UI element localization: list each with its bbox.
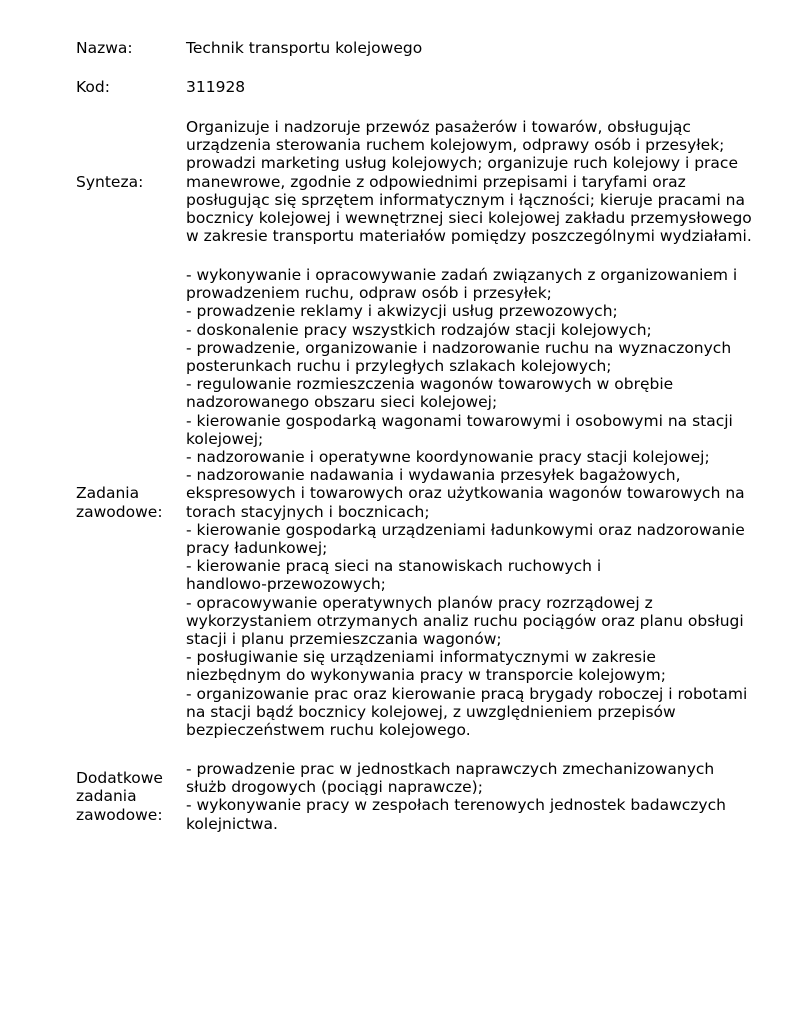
- code-label: Kod:: [76, 78, 110, 96]
- zadania-label: Zadania zawodowe:: [76, 484, 163, 521]
- name-label: Nazwa:: [76, 39, 133, 57]
- dodatkowe-row: [76, 760, 766, 833]
- name-value: Technik transportu kolejowego: [186, 39, 423, 57]
- synteza-row: [76, 118, 766, 245]
- zadania-text: - wykonywanie i opracowywanie zadań związanych z organizowaniem i prowadzeniem ruchu, odpraw osób i przesyłek; - prowadzenie reklamy i akwizycji usług przewozowych; - doskonalenie pracy wszystkich rodzajów stacji kolejowych; - prowadzenie, organizowanie i nadzorowanie ruchu na wyznaczonych posterunkach ruchu i przyległych szlakach kolejowych; - regulowanie rozmieszczenia wagonów towarowych w obrębie nadzorowanego obszaru sieci kolejowej; - kierowanie gospodarką wagonami towarowymi i osobowymi na stacji kolejowej; - nadzorowanie i operatywne koordynowanie pracy stacji kolejowej; - nadzorowanie nadawania i wydawania przesyłek bagażowych, ekspresowych i towarowych oraz użytkowania wagonów towarowych na torach stacyjnych i bocznicach; - kierowanie gospodarką urządzeniami ładunkowymi oraz nadzorowanie pracy ładunkowej; - kierowanie pracą sieci na stanowiskach ruchowych i handlowo-przewozowych; - opracowywanie operatywnych planów pracy rozrządowej z wykorzystaniem otrzymanych analiz ruchu pociągów oraz planu obsługi stacji i planu przemieszczania wagonów; - posługiwanie się urządzeniami informatycznymi w zakresie niezbędnym do wykonywania pracy w transporcie kolejowym; - organizowanie prac oraz kierowanie pracą brygady roboczej i robotami na stacji bądź bocznicy kolejowej, z uwzględnieniem przepisów bezpieczeństwem ruchu kolejowego.: [186, 266, 748, 740]
- synteza-label: Synteza:: [76, 172, 144, 191]
- zadania-row: [76, 266, 766, 739]
- code-value: 311928: [186, 78, 246, 96]
- dodatkowe-text: - prowadzenie prac w jednostkach naprawczych zmechanizowanych służb drogowych (pociągi naprawcze); - wykonywanie pracy w zespołach terenowych jednostek badawczych kolejnictwa.: [186, 760, 726, 833]
- name-row: [76, 39, 766, 57]
- code-row: [76, 78, 766, 96]
- dodatkowe-label: Dodatkowe zadania zawodowe:: [76, 769, 163, 824]
- synteza-text: Organizuje i nadzoruje przewóz pasażerów i towarów, obsługując urządzenia sterowania ruchem kolejowym, odprawy osób i przesyłek; prowadzi marketing usług kolejowych; organizuje ruch kolejowy i prace manewrowe, zgodnie z odpowiednimi przepisami i taryfami oraz posługując się sprzętem informatycznym i łączności; kieruje pracami na bocznicy kolejowej i wewnętrznej sieci kolejowej zakładu przemysłowego w zakresie transportu materiałów pomiędzy poszczególnymi wydziałami.: [186, 118, 752, 246]
